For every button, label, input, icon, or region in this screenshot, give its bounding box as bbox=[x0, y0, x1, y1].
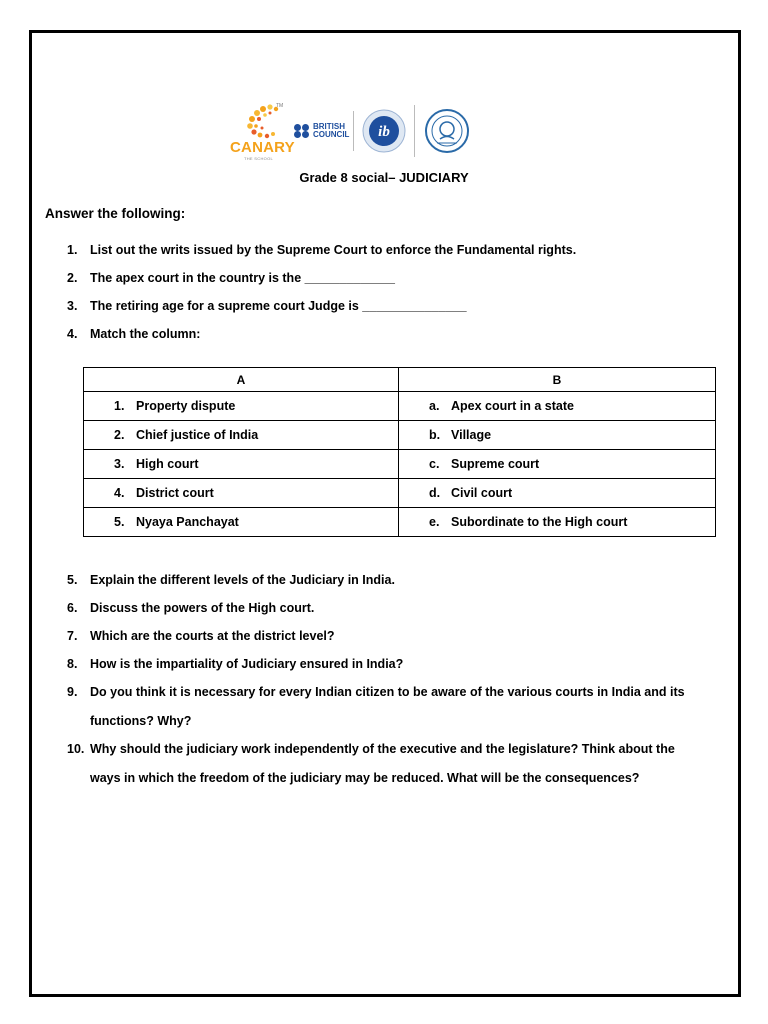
table-header-row bbox=[84, 368, 716, 392]
question-item: 3. The retiring age for a supreme court Judge is _______________ bbox=[67, 299, 467, 313]
column-b-header: B bbox=[399, 368, 716, 392]
british-council-logo bbox=[294, 111, 354, 151]
trademark-label: TM bbox=[276, 103, 284, 109]
table-row: 4. District court d. Civil court bbox=[84, 479, 716, 508]
table-row: 1. Property dispute a. Apex court in a state bbox=[84, 392, 716, 421]
question-item: 8. How is the impartiality of Judiciary ensured in India? bbox=[67, 657, 404, 671]
question-item: 7. Which are the courts at the district level? bbox=[67, 629, 335, 643]
british-council-line1: BRITISH bbox=[313, 122, 345, 131]
question-item: 6. Discuss the powers of the High court. bbox=[67, 601, 315, 615]
question-continuation: ways in which the freedom of the judiciary may be reduced. What will be the consequences? bbox=[90, 771, 640, 785]
question-item: 2. The apex court in the country is the _____________ bbox=[67, 271, 395, 285]
question-item: 9. Do you think it is necessary for every Indian citizen to be aware of the various courts in India and its functions? Why? bbox=[67, 685, 685, 728]
question-item: 5. Explain the different levels of the Judiciary in India. bbox=[67, 573, 395, 587]
seal-icon bbox=[423, 107, 471, 155]
canary-subtitle: THE SCHOOL bbox=[244, 156, 274, 161]
cbse-seal-logo bbox=[421, 105, 473, 157]
table-row: 2. Chief justice of India b. Village bbox=[84, 421, 716, 450]
canary-logo bbox=[228, 99, 295, 163]
table-row: 3. High court c. Supreme court bbox=[84, 450, 716, 479]
table-row: 5. Nyaya Panchayat e. Subordinate to the High court bbox=[84, 508, 716, 537]
question-continuation: functions? Why? bbox=[90, 714, 192, 728]
match-the-column-table bbox=[83, 367, 716, 537]
ib-globe-icon bbox=[361, 108, 407, 154]
question-item: 1. List out the writs issued by the Supreme Court to enforce the Fundamental rights. bbox=[67, 243, 577, 257]
british-council-dots-icon bbox=[294, 124, 310, 138]
column-a-header: A bbox=[84, 368, 399, 392]
logo-strip bbox=[228, 98, 473, 164]
instruction-heading: Answer the following: bbox=[45, 206, 186, 221]
canary-wordmark: CANARY bbox=[230, 139, 295, 156]
question-item: 10. Why should the judiciary work independently of the executive and the legislature? Think about the ways in which the freedom of the judiciary may be reduced. What will be the consequences? bbox=[67, 742, 675, 785]
british-council-line2: COUNCIL bbox=[313, 130, 350, 139]
worksheet-title: Grade 8 social– JUDICIARY bbox=[299, 170, 469, 185]
ib-logo-text: ib bbox=[378, 124, 391, 140]
ib-logo bbox=[358, 105, 415, 157]
question-item: 4. Match the column: bbox=[67, 327, 201, 341]
